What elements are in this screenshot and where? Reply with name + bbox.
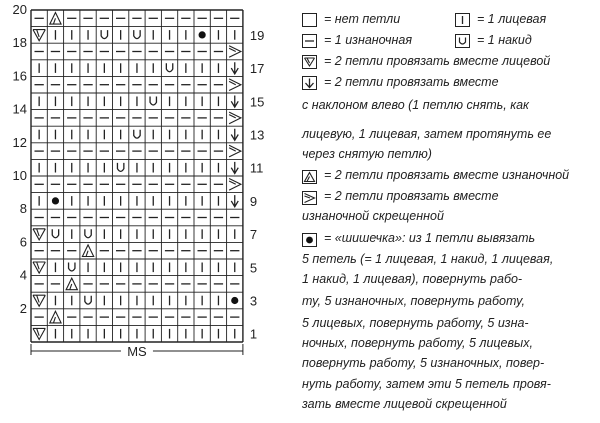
purl-symbol-icon (302, 34, 317, 48)
legend-bobble-line1: = «шишечка»: из 1 петли вывязать (324, 231, 536, 245)
legend-bobble-line9: зать вместе лицевой скрещенной (302, 397, 507, 411)
legend-purl: = 1 изнаночная (324, 33, 413, 47)
legend-ssk-line2: с наклоном влево (1 петлю снять, как (302, 98, 529, 112)
knit-symbol-icon (455, 13, 470, 27)
row-number-left: 8 (19, 201, 27, 217)
row-number-left: 4 (19, 267, 27, 283)
p2tog-tbl-symbol-icon (302, 191, 317, 205)
row-number-left: 6 (19, 234, 27, 250)
legend-yo: = 1 накид (477, 33, 532, 47)
row-number-left: 12 (12, 134, 27, 150)
row-number-right: 3 (249, 293, 258, 309)
legend-p2tog-tbl-line1: = 2 петли провязать вместе (324, 189, 499, 203)
row-number-left: 18 (12, 35, 27, 51)
empty-symbol-icon (302, 13, 317, 27)
row-number-right: 13 (249, 127, 265, 143)
legend-p2tog: = 2 петли провязать вместе изнаночной (324, 168, 570, 182)
row-number-right: 9 (249, 193, 258, 209)
legend-bobble-line5: 5 лицевых, повернуть работу, 5 изна- (302, 316, 529, 330)
legend-bobble-line4: ту, 5 изнаночных, повернуть работу, (302, 294, 526, 308)
bobble-symbol-icon (302, 233, 317, 247)
legend-ssk-line4: через снятую петлю) (302, 147, 432, 161)
row-number-left: 16 (12, 68, 27, 84)
row-number-right: 5 (249, 260, 258, 276)
k2tog-symbol-icon (302, 55, 317, 69)
row-number-right: 1 (249, 326, 258, 342)
row-number-left: 10 (12, 168, 27, 183)
legend-ssk-line3: лицевую, 1 лицевая, затем протянуть ее (302, 127, 552, 141)
row-number-left: 2 (19, 300, 27, 316)
legend-bobble-line8: нуть работу, затем эти 5 петель провя- (302, 377, 551, 391)
row-number-right: 7 (249, 227, 258, 243)
legend-bobble-line6: ночных, повернуть работу, 5 лицевых, (302, 336, 533, 350)
repeat-label: MS (127, 344, 147, 359)
legend-bobble-line2: 5 петель (= 1 лицевая, 1 накид, 1 лицевая, (302, 252, 554, 266)
yarn-over-symbol-icon (455, 34, 470, 48)
row-number-right: 19 (249, 27, 265, 43)
ssk-symbol-icon (302, 76, 317, 90)
row-number-right: 11 (249, 160, 264, 176)
legend-p2tog-tbl-line2: изнаночной скрещенной (302, 209, 444, 223)
legend-ssk-line1: = 2 петли провязать вместе (324, 75, 499, 89)
row-number-right: 15 (249, 94, 265, 110)
legend-k2tog: = 2 петли провязать вместе лицевой (324, 54, 551, 68)
row-number-left: 20 (12, 2, 27, 17)
legend-bobble-line3: 1 накид, 1 лицевая), повернуть рабо- (302, 272, 523, 286)
legend-bobble-line7: повернуть работу, 5 изнаночных, повер- (302, 356, 545, 370)
row-number-left: 14 (12, 101, 27, 117)
legend-knit: = 1 лицевая (477, 12, 547, 26)
row-number-right: 17 (249, 61, 265, 77)
legend-empty: = нет петли (324, 12, 401, 26)
p2tog-symbol-icon (302, 170, 317, 184)
